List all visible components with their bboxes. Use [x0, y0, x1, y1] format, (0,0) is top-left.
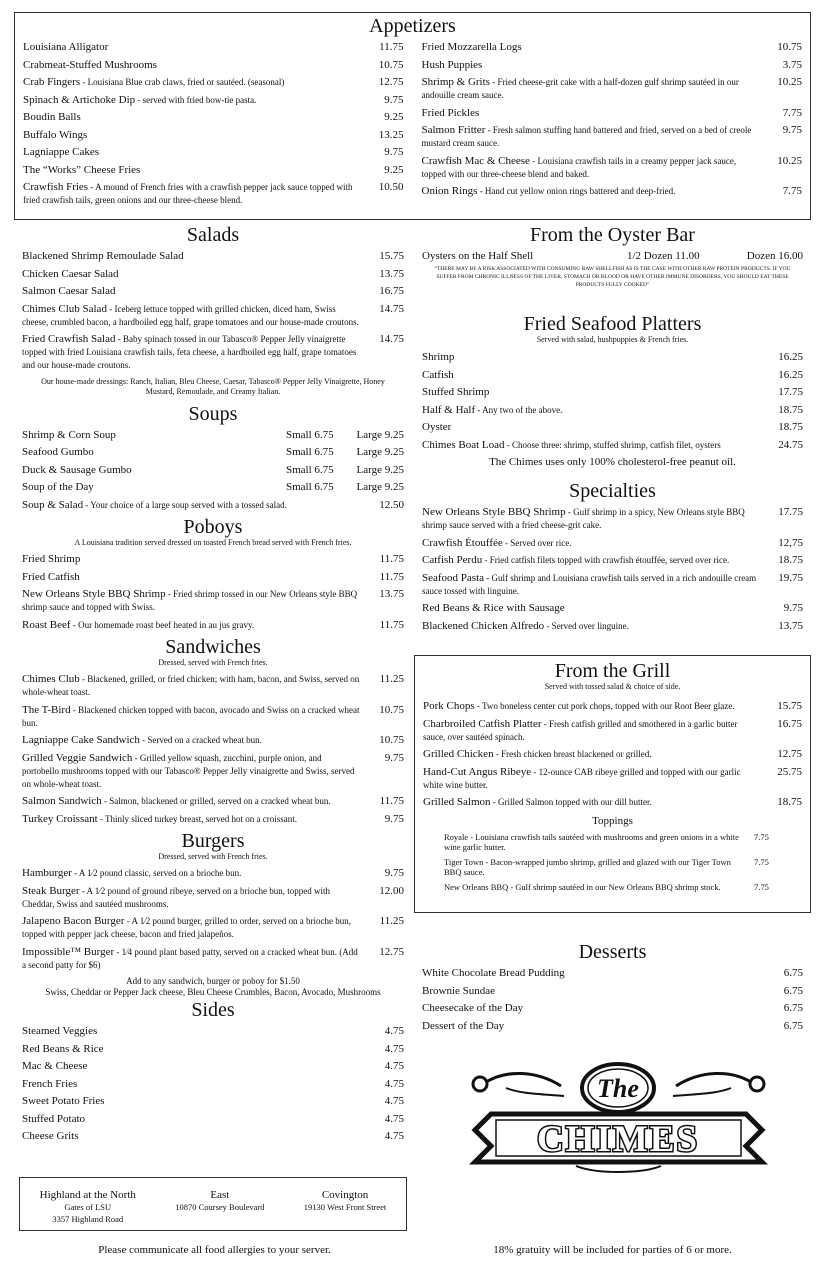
menu-item: White Chocolate Bread Pudding 6.75 [422, 967, 803, 979]
specialties-title: Specialties [569, 480, 656, 502]
addon-note: Add to any sandwich, burger or poboy for $1.50 [126, 976, 300, 986]
menu-item: Roast Beef - Our homemade roast beef heated in au jus gravy. 11.75 [22, 618, 404, 631]
menu-item: Stuffed Shrimp 17.75 [422, 386, 803, 398]
grill-title: From the Grill [554, 660, 671, 682]
menu-item: Grilled Salmon - Grilled Salmon topped with our dill butter. 18.75 [423, 796, 802, 808]
topping-item: Tiger Town - Bacon-wrapped jumbo shrimp, grilled and glazed with our Tiger Town BBQ sauce. 7.75 [444, 857, 769, 877]
poboys-title: Poboys [183, 516, 243, 538]
location-covington: Covington 19130 West Front Street [303, 1189, 387, 1212]
platters-title: Fried Seafood Platters [523, 313, 702, 335]
menu-item: Steamed Veggies 4.75 [22, 1025, 404, 1037]
topping-item: Royale - Louisiana crawfish tails sautéed with mushrooms and green onions in a white wine garlic butter. 7.75 [444, 832, 769, 852]
menu-item: New Orleans Style BBQ Shrimp - Gulf shrimp in a spicy, New Orleans style BBQ shrimp sauce served with a fried cheese-grit cake. 17.75 [422, 506, 803, 530]
menu-item: Buffalo Wings 13.25 [23, 128, 404, 141]
oyster-item: Oysters on the Half Shell 1/2 Dozen 11.00 Dozen 16.00 [422, 250, 803, 262]
location-highland: Highland at the North Gates of LSU 3357 Highland Road [39, 1189, 136, 1224]
desserts-title: Desserts [578, 941, 647, 963]
menu-item: Onion Rings - Hand cut yellow onion rings battered and deep-fried. 7.75 [421, 185, 802, 197]
oyster-bar-title: From the Oyster Bar [530, 224, 695, 246]
burgers-subtitle: Dressed, served with French fries. [158, 852, 268, 861]
soups-section [22, 403, 404, 512]
menu-item: Red Beans & Rice 4.75 [22, 1042, 404, 1055]
menu-item: Fried Pickles 7.75 [421, 106, 802, 119]
chimes-logo [466, 1062, 771, 1174]
menu-item: The “Works” Cheese Fries 9.25 [23, 163, 404, 176]
menu-item: Spinach & Artichoke Dip - served with fried bow-tie pasta. 9.75 [23, 93, 404, 106]
sandwiches-title: Sandwiches [165, 636, 261, 658]
menu-item: Chicken Caesar Salad 13.75 [22, 267, 404, 280]
locations-box [19, 1177, 407, 1231]
menu-item: Sweet Potato Fries 4.75 [22, 1095, 404, 1107]
menu-item: Chimes Boat Load - Choose three: shrimp, stuffed shrimp, catfish filet, oysters 24.75 [422, 438, 803, 451]
menu-item: Chimes Club Salad - Iceberg lettuce topped with grilled chicken, diced ham, Swiss cheese, crumbled bacon, a hardboiled egg half, grape tomatoes and our house-made croutons. 14.75 [22, 302, 404, 327]
menu-item: Chimes Club - Blackened, grilled, or fried chicken; with ham, bacon, and Swiss, served on whole-wheat toast. 11.25 [22, 673, 404, 697]
menu-item: Fried Shrimp 11.75 [22, 553, 404, 565]
menu-item: Charbroiled Catfish Platter - Fresh catfish grilled and smothered in a garlic butter sauce, over sautéed spinach. 16.75 [423, 717, 802, 742]
menu-item: Salmon Sandwich - Salmon, blackened or grilled, served on a cracked wheat bun. 11.75 [22, 795, 404, 807]
menu-item: Crawfish Mac & Cheese - Louisiana crawfish tails in a creamy pepper jack sauce, topped with our three-cheese blend and baked. 10.25 [421, 154, 802, 179]
menu-item: Boudin Balls 9.25 [23, 111, 404, 123]
dressings-note: Our house-made dressings: Ranch, Italian, Bleu Cheese, Caesar, Tabasco® Pepper Jelly Vinaigrette, Honey Mustard, Remoulade, and Creamy Italian. [41, 376, 385, 396]
addon-list: Swiss, Cheddar or Pepper Jack cheese, Bleu Cheese Crumbles, Bacon, Avocado, Mushrooms [45, 987, 381, 997]
soup-item: Seafood Gumbo Small 6.75 Large 9.25 [22, 446, 404, 458]
salads-section [22, 224, 404, 397]
menu-item: Lagniappe Cakes 9.75 [23, 146, 404, 158]
menu-item: Blackened Shrimp Remoulade Salad 15.75 [22, 250, 404, 262]
oyster-bar-section [422, 224, 803, 289]
menu-item: Catfish Perdu - Fried catfish filets topped with crawfish étouffée, served over rice. 18.75 [422, 554, 803, 566]
menu-item: French Fries 4.75 [22, 1077, 404, 1090]
poboys-section [22, 516, 404, 632]
menu-item: Hamburger - A 1⁄2 pound classic, served on a brioche bun. 9.75 [22, 867, 404, 879]
appetizers-right-column [422, 41, 803, 212]
menu-item: Crabmeat-Stuffed Mushrooms 10.75 [23, 58, 404, 71]
menu-item: Mac & Cheese 4.75 [22, 1060, 404, 1072]
menu-item: Seafood Pasta - Gulf shrimp and Louisiana crawfish tails served in a rich andouille cream sauce tossed with linguine. 19.75 [422, 571, 803, 596]
sides-title: Sides [191, 999, 235, 1021]
menu-item: Catfish 16.25 [422, 368, 803, 381]
toppings-title: Toppings [592, 815, 633, 827]
menu-item: Oyster 18.75 [422, 421, 803, 433]
burgers-section [22, 830, 404, 998]
gratuity-note: 18% gratuity will be included for parties of 6 or more. [493, 1244, 732, 1256]
menu-item: Fried Catfish 11.75 [22, 570, 404, 583]
soups-title: Soups [188, 402, 238, 425]
location-east: East 10870 Coursey Boulevard [175, 1189, 265, 1212]
appetizers-left-column [23, 41, 404, 212]
menu-item: Jalapeno Bacon Burger - A 1⁄2 pound burger, grilled to order, served on a brioche bun, topped with pepper jack cheese, bacon and fried jalapeños. 11.25 [22, 915, 404, 939]
menu-item: Lagniappe Cake Sandwich - Served on a cracked wheat bun. 10.75 [22, 734, 404, 746]
menu-item: Soup & Salad - Your choice of a large soup served with a tossed salad. 12.50 [22, 498, 404, 511]
menu-item: Fried Crawfish Salad - Baby spinach tossed in our Tabasco® Pepper Jelly vinaigrette topped with fried Louisiana crawfish tails, feta cheese, a hardboiled egg half, grape tomatoes and our house-made croutons. 14.75 [22, 333, 404, 370]
menu-item: Salmon Caesar Salad 16.75 [22, 285, 404, 297]
soup-item: Duck & Sausage Gumbo Small 6.75 Large 9.25 [22, 463, 404, 476]
platters-subtitle: Served with salad, hushpuppies & French fries. [536, 335, 689, 344]
menu-item: Fried Mozzarella Logs 10.75 [421, 41, 802, 53]
menu-item: Crawfish Étouffée - Served over rice. 12,75 [422, 536, 803, 549]
menu-item: Crab Fingers - Louisiana Blue crab claws, fried or sautéed. (seasonal) 12.75 [23, 76, 404, 88]
menu-item: Hand-Cut Angus Ribeye - 12-ounce CAB ribeye grilled and topped with our garlic white wine butter. 25.75 [423, 765, 802, 790]
menu-item: Stuffed Potato 4.75 [22, 1112, 404, 1125]
menu-item: Impossible™ Burger - 1⁄4 pound plant based patty, served on a cracked wheat bun. (Add a second patty for $6) 12.75 [22, 945, 404, 970]
burgers-title: Burgers [181, 830, 245, 852]
menu-item: Louisiana Alligator 11.75 [23, 41, 404, 53]
menu-item: Salmon Fritter - Fresh salmon stuffing hand battered and fried, served on a bed of creole mustard cream sauce. 9.75 [421, 124, 802, 148]
menu-item: Blackened Chicken Alfredo - Served over linguine. 13.75 [422, 619, 803, 632]
poboys-subtitle: A Louisiana tradition served dressed on toasted French bread served with French fries. [74, 538, 352, 547]
menu-item: Half & Half - Any two of the above. 18.75 [422, 403, 803, 416]
sandwiches-section [22, 636, 404, 826]
menu-item: Brownie Sundae 6.75 [422, 984, 803, 997]
menu-item: Crawfish Fries - A mound of French fries with a crawfish pepper jack sauce topped with fried crawfish tails, green onions and our three-cheese blend. 10.50 [23, 181, 404, 205]
sides-section [22, 999, 404, 1143]
soup-item: Shrimp & Corn Soup Small 6.75 Large 9.25 [22, 428, 404, 441]
menu-item: Shrimp 16.25 [422, 351, 803, 363]
menu-item: The T-Bird - Blackened chicken topped with bacon, avocado and Swiss on a cracked wheat bun. 10.75 [22, 703, 404, 728]
left-column [22, 224, 404, 1148]
appetizers-section [14, 12, 811, 220]
appetizers-title: Appetizers [369, 15, 456, 37]
menu-item: Dessert of the Day 6.75 [422, 1019, 803, 1032]
menu-item: Turkey Croissant - Thinly sliced turkey breast, served hot on a croissant. 9.75 [22, 812, 404, 825]
menu-item: Red Beans & Rice with Sausage 9.75 [422, 602, 803, 614]
logo-the-text: The [597, 1074, 639, 1103]
grill-section [414, 655, 811, 913]
grill-subtitle: Served with tossed salad & choice of side. [544, 682, 681, 691]
allergy-note: Please communicate all food allergies to your server. [98, 1244, 331, 1256]
right-column [422, 224, 803, 637]
menu-item: Cheese Grits 4.75 [22, 1130, 404, 1142]
menu-item: Grilled Chicken - Fresh chicken breast blackened or grilled. 12.75 [423, 748, 802, 760]
raw-shellfish-warning: “THERE MAY BE A RISK ASSOCIATED WITH CONSUMING RAW SHELLFISH AS IS THE CASE WITH OTHER RAW PROTEIN PRODUCTS. IF YOU SUFFER FROM CHRONIC ILLNESS OF THE LIVER, STOMACH OR BLOOD OR HAVE OTHER IMMUNE DISORDERS, YOU SHOULD EAT THESE PRODUCTS FULLY COOKED” [434, 266, 791, 288]
menu-item: New Orleans Style BBQ Shrimp - Fried shrimp tossed in our New Orleans style BBQ shrimp sauce and topped with Swiss. 13.75 [22, 588, 404, 612]
menu-item: Shrimp & Grits - Fried cheese-grit cake with a half-dozen gulf shrimp sautéed in our andouille cream sauce. 10.25 [421, 76, 802, 100]
soup-item: Soup of the Day Small 6.75 Large 9.25 [22, 481, 404, 493]
menu-item: Hush Puppies 3.75 [421, 58, 802, 71]
menu-item: Steak Burger - A 1⁄2 pound of ground ribeye, served on a brioche bun, topped with Cheddar, Swiss and sautéed mushrooms. 12.00 [22, 884, 404, 909]
peanut-oil-note: The Chimes uses only 100% cholesterol-free peanut oil. [489, 456, 736, 468]
desserts-section [422, 941, 803, 1037]
logo-name-text: CHIMES [536, 1119, 700, 1160]
menu-item: Cheesecake of the Day 6.75 [422, 1002, 803, 1014]
sandwiches-subtitle: Dressed, served with French fries. [158, 658, 268, 667]
salads-title: Salads [186, 224, 240, 246]
topping-item: New Orleans BBQ - Gulf shrimp sautéed in our New Orleans BBQ shrimp stock. 7.75 [444, 882, 769, 892]
menu-item: Grilled Veggie Sandwich - Grilled yellow squash, zucchini, purple onion, and portobello mushrooms topped with our Tabasco® Pepper Jelly vinaigrette and Swiss, served on whole-wheat toast. 9.75 [22, 751, 404, 789]
specialties-section [422, 480, 803, 633]
platters-section [422, 313, 803, 468]
logo-graphic [466, 1062, 771, 1174]
menu-item: Pork Chops - Two boneless center cut pork chops, topped with our Root Beer glaze. 15.75 [423, 700, 802, 712]
